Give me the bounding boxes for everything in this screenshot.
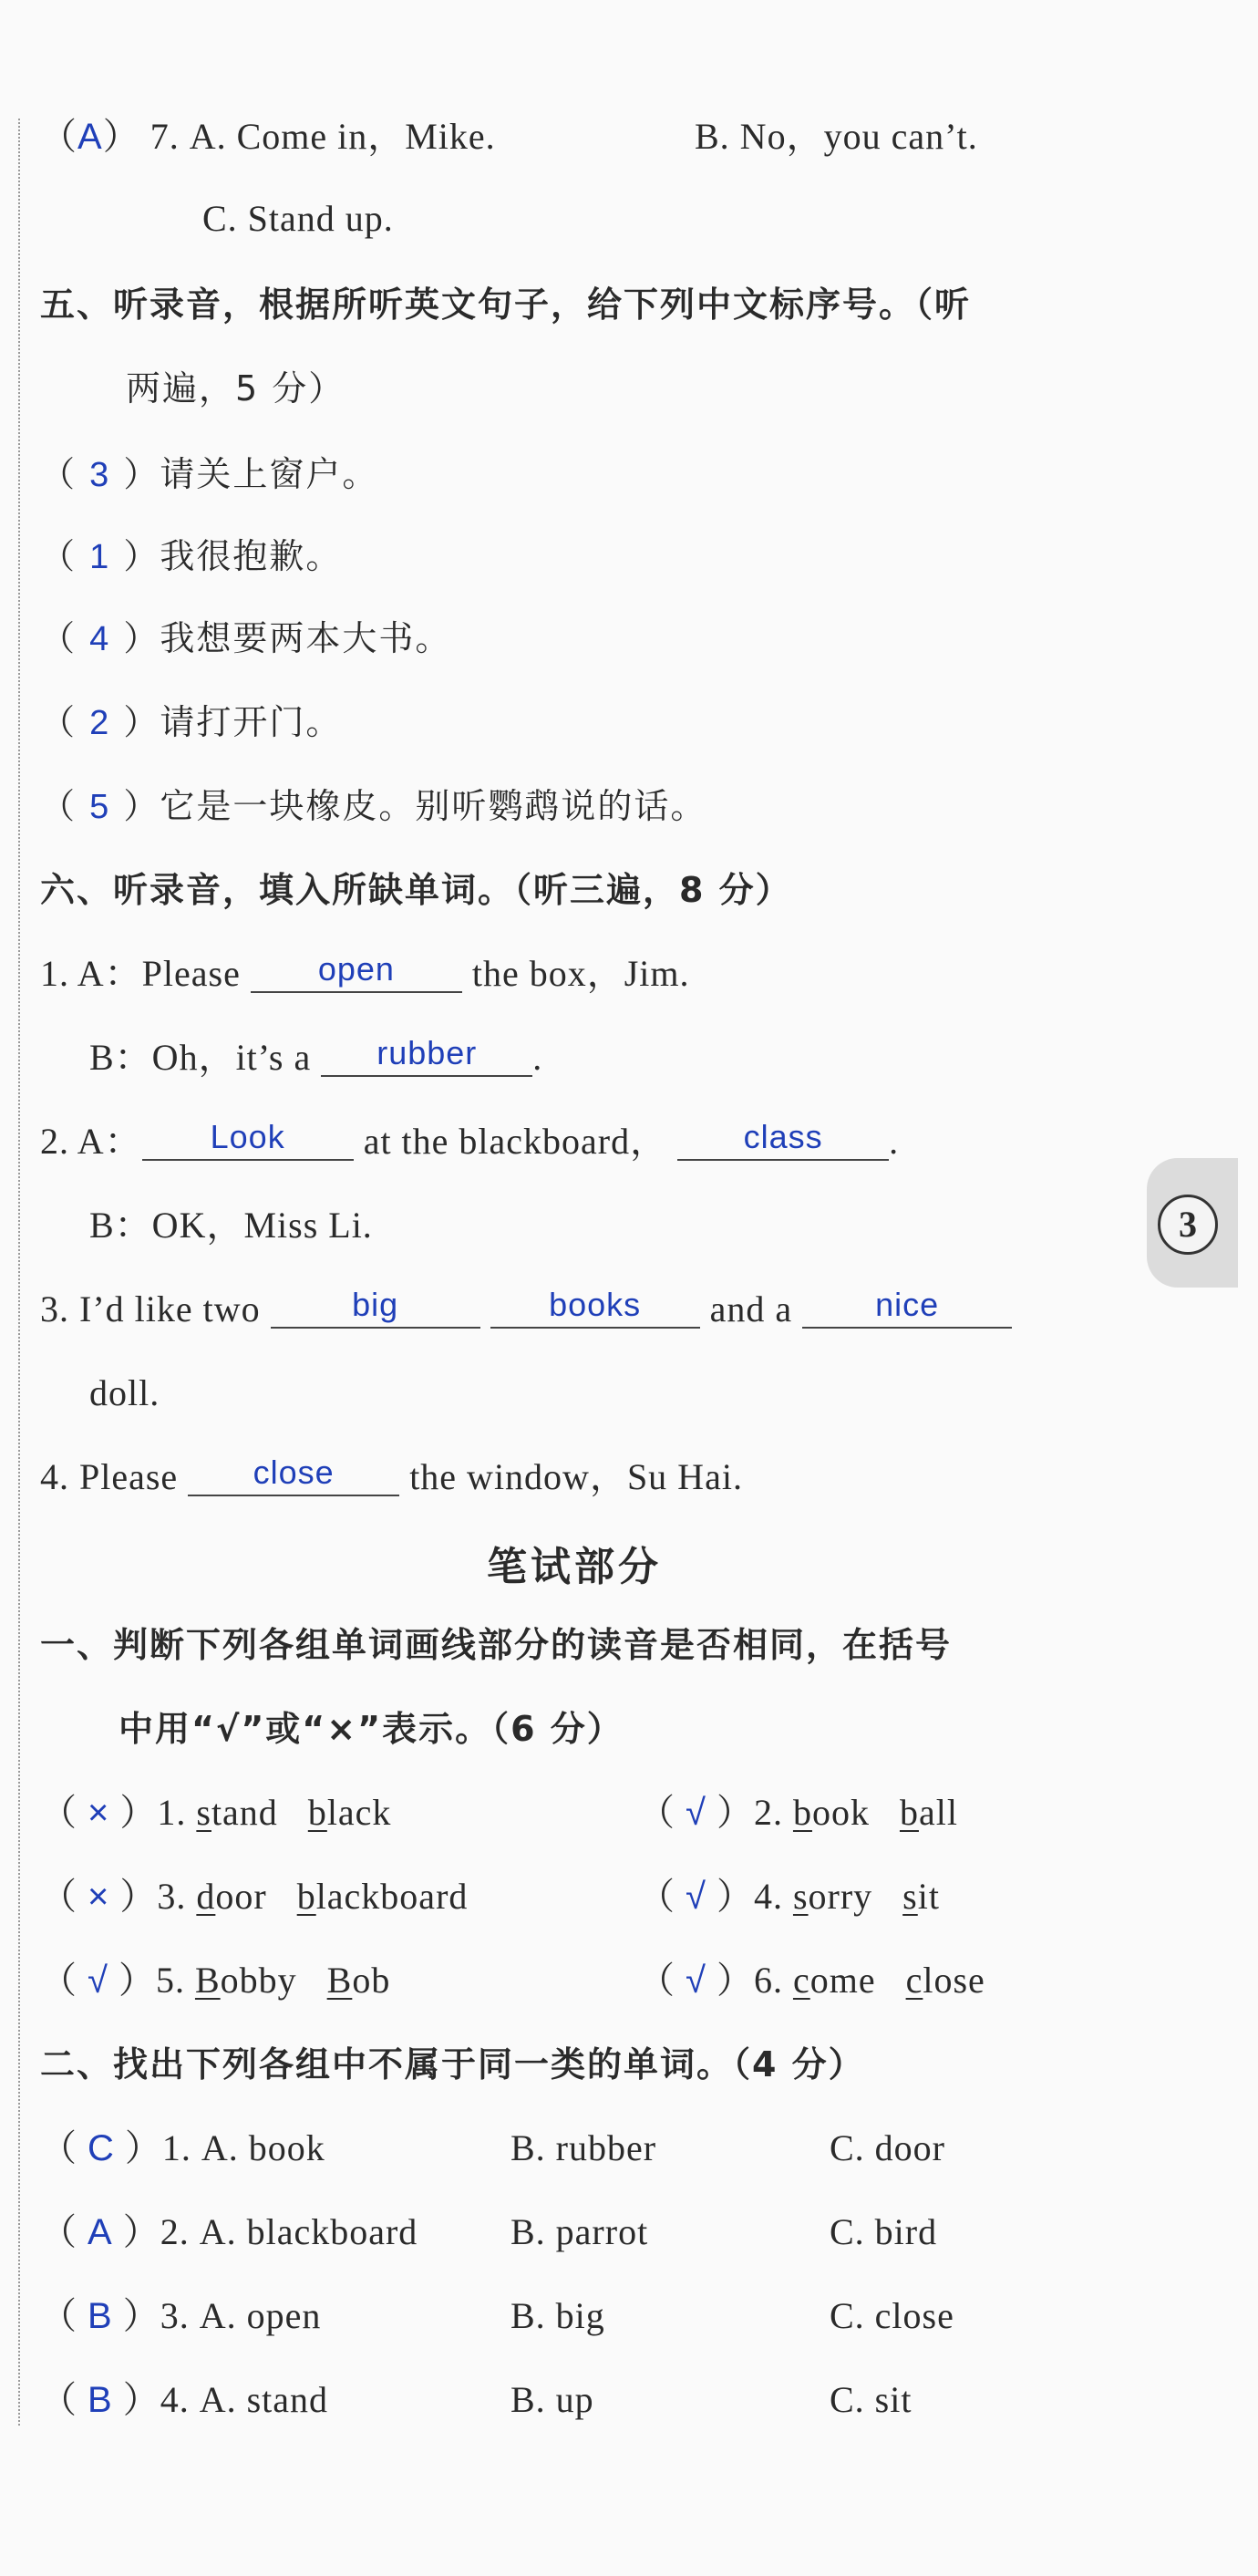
w2-item-1: （ C ）1. A. book <box>40 2127 325 2168</box>
binding-dotted-line <box>18 119 20 2426</box>
written-2-title: 二、找出下列各组中不属于同一类的单词。（4 分） <box>40 2044 865 2085</box>
section-6-title: 六、听录音，填入所缺单词。（听三遍，8 分） <box>40 870 792 910</box>
written-1-title: 一、判断下列各组单词画线部分的读音是否相同，在括号 <box>40 1625 953 1665</box>
w2-item-2-c: C. bird <box>830 2211 938 2252</box>
s6-line-2b: B：OK，Miss Li. <box>89 1205 373 1246</box>
w1-item-2: （ √ ）2. book ball <box>638 1792 958 1833</box>
w2-item-2-b: B. parrot <box>510 2211 649 2252</box>
w2-item-2: （ A ）2. A. blackboard <box>40 2211 418 2252</box>
answer-blank: close <box>188 1454 399 1496</box>
w1-item-1: （ × ）1. stand black <box>40 1792 392 1833</box>
page-number: 3 <box>1158 1195 1218 1255</box>
s6-line-1b: B：Oh，it’s a rubber . <box>89 1034 543 1078</box>
w2-item-4-c: C. sit <box>830 2379 913 2420</box>
s5-item: （ 2 ）请打开门。 <box>40 702 343 742</box>
w2-item-3: （ B ）3. A. open <box>40 2295 322 2336</box>
s6-line-1a: 1. A：Please open the box，Jim. <box>40 950 690 994</box>
w2-item-4-b: B. up <box>510 2379 594 2420</box>
w2-item-1-b: B. rubber <box>510 2127 657 2168</box>
s6-line-3b: doll. <box>89 1372 160 1413</box>
written-1-title-cont: 中用“√”或“×”表示。（6 分） <box>119 1709 624 1749</box>
option-a: A. Come in，Mike. <box>189 116 496 157</box>
answer-blank: nice <box>802 1287 1012 1329</box>
answer-blank: books <box>490 1287 700 1329</box>
s6-line-4: 4. Please close the window，Su Hai. <box>40 1454 743 1497</box>
w1-item-5: （ √ ）5. Bobby Bob <box>40 1960 391 2001</box>
answer-blank: class <box>677 1119 889 1161</box>
w1-item-4: （ √ ）4. sorry sit <box>638 1876 940 1917</box>
w2-item-3-b: B. big <box>510 2295 605 2336</box>
section-5-title: 五、听录音，根据所听英文句子，给下列中文标序号。（听 <box>40 284 972 325</box>
listening-q7: （A） 7. A. Come in，Mike. <box>40 116 496 157</box>
answer-blank: rubber <box>321 1035 532 1077</box>
w2-item-3-c: C. close <box>830 2295 954 2336</box>
section-5-title-cont: 两遍，5 分） <box>126 368 345 409</box>
answer-blank: big <box>271 1287 480 1329</box>
s6-line-3: 3. I’d like two big books and a nice <box>40 1284 1012 1335</box>
w1-item-6: （ √ ）6. come close <box>638 1960 985 2001</box>
w2-item-4: （ B ）4. A. stand <box>40 2379 329 2420</box>
written-part-title: 笔试部分 <box>487 1544 662 1590</box>
answer-blank: open <box>251 951 462 993</box>
w2-item-1-c: C. door <box>830 2127 945 2168</box>
option-b: B. No，you can’t. <box>695 116 978 157</box>
answer-q7: A <box>77 117 103 157</box>
s5-item: （ 4 ）我想要两本大书。 <box>40 618 452 658</box>
s5-item: （ 3 ）请关上窗户。 <box>40 454 379 494</box>
answer-blank: Look <box>142 1119 354 1161</box>
s5-item: （ 1 ）我很抱歉。 <box>40 536 343 576</box>
s6-line-2a: 2. A： Look at the blackboard， class . <box>40 1118 900 1162</box>
s5-item: （ 5 ）它是一块橡皮。别听鹦鹉说的话。 <box>40 786 707 826</box>
option-c: C. Stand up. <box>202 198 394 239</box>
w1-item-3: （ × ）3. door blackboard <box>40 1876 469 1917</box>
